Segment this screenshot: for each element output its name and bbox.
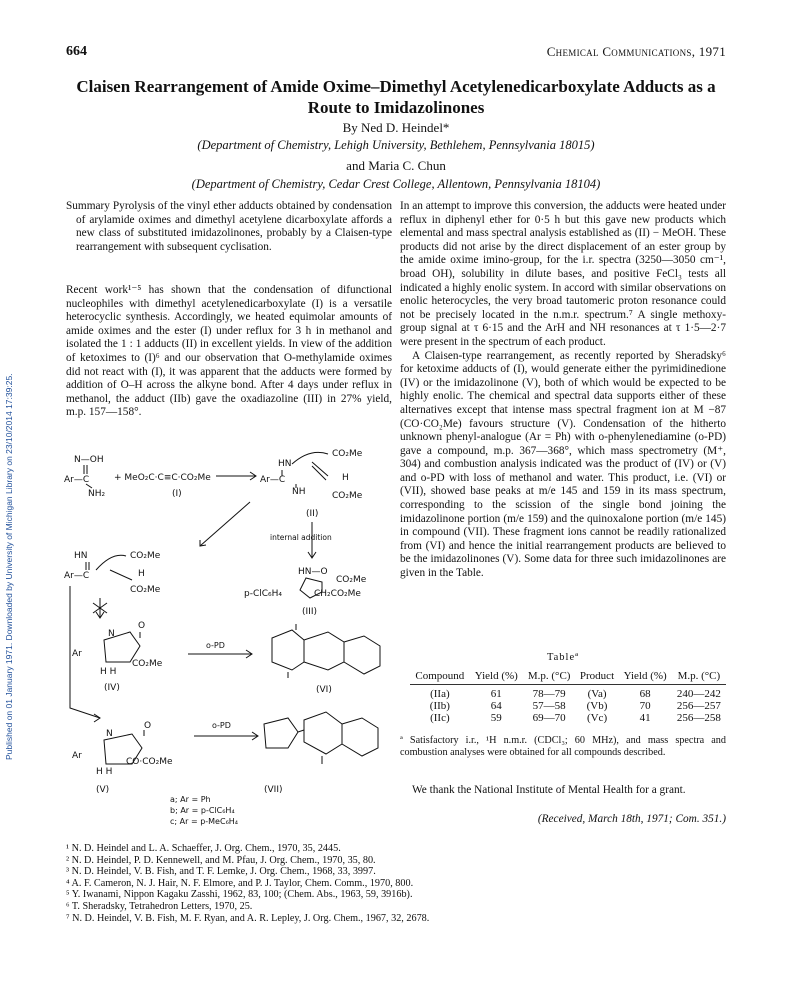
scheme-label: + MeO₂C·C≡C·CO₂Me <box>114 473 211 483</box>
right-column-body <box>400 200 726 581</box>
received-date: (Received, March 18th, 1971; Com. 351.) <box>537 813 726 825</box>
table-cell: (Va) <box>587 688 607 700</box>
article-title: Claisen Rearrangement of Amide Oxime–Dimethyl Acetylenedicarboxylate Adducts as a Route to Imidazolinones <box>76 77 716 117</box>
table-header-cell: Compound <box>410 670 470 685</box>
acknowledgement: We thank the National Institute of Mental Health for a grant. <box>412 784 686 796</box>
table-row <box>410 700 726 712</box>
table-header-cell: Product <box>575 670 618 685</box>
table-cell: 61 <box>490 688 502 700</box>
intro-paragraph: Recent work¹⁻⁵ has shown that the condensation of difunctional nucleophiles with dimethyl acetylenedicarboxylate (I) is a versatile heterocyclic synthesis. Accordingly, we heated equimolar amounts of amide oximes and the ester (I) under reflux for 3 h in methanol and isolated the 1 : 1 adducts (II) in excellent yields. In view of the addition of ketoximes to (I)⁶ and our observation that O-methylamide oximes did not react with (I), it was apparent that the adducts were formed by addition of O–H across the alkyne bond. After 4 days under reflux in methanol, the adduct (IIb) gave the oxadiazoline (III) in 27% yield, m.p. 157—158°. <box>66 284 392 419</box>
scheme-key: b; Ar = p-ClC₆H₄ <box>170 806 235 815</box>
scheme-label: CO·CO₂Me <box>126 757 173 767</box>
compound-label: (III) <box>302 607 317 617</box>
table-cell: 256—257 <box>676 700 721 712</box>
scheme-label: HN—O <box>298 567 328 577</box>
scheme-label: CO₂Me <box>130 551 161 561</box>
table-cell: 240—242 <box>676 688 721 700</box>
scheme-label: internal addition <box>270 533 332 542</box>
scheme-label: Ar—C <box>260 475 286 485</box>
table-cell: 78—79 <box>532 688 566 700</box>
scheme-label: CO₂Me <box>332 449 363 459</box>
table-cell: 41 <box>639 712 651 724</box>
publication-stamp-text: Published on 01 January 1971. Downloaded by University of Michigan Library on 23/10/2014 17:39:25. <box>4 373 14 760</box>
author-byline-1: By Ned D. Heindel* <box>342 120 450 135</box>
reference-item: ⁷ N. D. Heindel, V. B. Fish, M. F. Ryan, and A. R. Lepley, J. Org. Chem., 1967, 32, 2678. <box>66 912 430 924</box>
table-cell: (IIa) <box>430 688 450 700</box>
table-header-cell: M.p. (°C) <box>523 670 576 685</box>
scheme-label: p-ClC₆H₄ <box>244 589 283 599</box>
reference-item: ² N. D. Heindel, P. D. Kennewell, and M. Pfau, J. Org. Chem., 1970, 35, 80. <box>66 854 376 866</box>
reference-item: ¹ N. D. Heindel and L. A. Schaeffer, J. Org. Chem., 1970, 35, 2445. <box>66 843 341 854</box>
table-cell: 57—58 <box>532 700 566 712</box>
author-byline-2: and Maria C. Chun <box>346 158 446 173</box>
table-header-row <box>410 670 726 685</box>
left-column-body <box>66 284 392 420</box>
scheme-label: CO₂Me <box>132 659 163 669</box>
scheme-label: Ar <box>72 751 82 761</box>
scheme-label: CH₂CO₂Me <box>314 589 361 599</box>
journal-name: Chemical Communications, 1971 <box>546 44 726 59</box>
body-paragraph-1: In an attempt to improve this conversion, the adducts were heated under reflux in diphenyl ether for 0·5 h but this gave new products which elemental and mass spectral analysis established as (II) − MeOH. These products did not arise by the direct displacement of an ester group by the amide oxime imino-group, for the i.r. spectra (3250—3050 cm⁻¹, broad OH), solubility in dilute bases, and positive FeCl₃ tests all indicated a highly enolic system. In accord with similar observations on enolic heterocycles, the very broad tautomeric proton resonance could not be precisely located in the n.m.r. spectrum.⁷ A single methoxy-group signal at τ 6·15 and the ArH and NH resonances at τ 1·5—2·7 were present in the spectrum of each product. <box>400 200 726 348</box>
references <box>66 843 726 924</box>
scheme-label: Ar <box>72 649 82 659</box>
body-paragraph-2: A Claisen-type rearrangement, as recently reported by Sheradsky⁶ for ketoxime adducts of (I), would generate either the pyrimidinedione (IV) or the imidazolinone (V), both of which would be expected to be highly enolic. The chemical and spectral data supports either of these alternatives except that intense mass spectral fragment ion at M −87 (CO·CO₂Me) favours structure (V). Condensation of the hitherto unknown phenyl-analogue (Ar = Ph) with o-phenylenediamine (o-PD) gave a compound, m.p. 367—368°, which mass spectrometry (M⁺, 304) and combustion analysis indicated was the product of (IV) or (V) and o-PD with loss of methanol and water. This product, i.e. (VI) or (VII), showed base peaks at m/e 145 and 159 in its mass spectrum, corresponding to the scission of the single bond joining the imidazolinone portion (m/e 159) and the quinoxalone portion (m/e 145) in compound (VII). These fragment ions cannot be readily rationalized from (VI) and hence the initial rearrangement products are believed to be the imidazolinones (V). Some data for three such imidazolinones are given in the Table. <box>400 349 726 580</box>
table-cell: 70 <box>639 700 651 712</box>
table-cell: 64 <box>490 700 502 712</box>
scheme-label: Ar—C <box>64 571 90 581</box>
table-footnote: ª Satisfactory i.r., ¹H n.m.r. (CDCl₃; 60 MHz), and mass spectra and combustion analyses were obtained for all compounds described. <box>400 735 726 758</box>
table-cell: (Vb) <box>586 700 608 712</box>
scheme-label: H <box>342 473 349 483</box>
table-header-cell: M.p. (°C) <box>672 670 726 685</box>
compound-label: (I) <box>172 489 182 499</box>
reference-item: ³ N. D. Heindel, V. B. Fish, and T. F. Lemke, J. Org. Chem., 1968, 33, 3997. <box>66 866 376 878</box>
scheme-key: a; Ar = Ph <box>170 795 211 804</box>
reference-item: ⁴ A. F. Cameron, N. J. Hair, N. F. Elmore, and P. J. Taylor, Chem. Comm., 1970, 800. <box>66 877 414 889</box>
scheme-label: CO₂Me <box>332 491 363 501</box>
scheme-label: N <box>106 729 113 739</box>
scheme-label: N <box>108 629 115 639</box>
compound-label: (VI) <box>316 685 332 695</box>
compound-label: (V) <box>96 785 110 795</box>
table-cell: 59 <box>490 712 502 724</box>
page-number: 664 <box>66 44 87 59</box>
table-row <box>410 685 726 701</box>
table-row <box>410 712 726 724</box>
compound-label: (VII) <box>264 785 283 795</box>
table-cell: (IIc) <box>430 712 450 724</box>
compound-label: (II) <box>306 509 319 519</box>
scheme-label: HN <box>74 551 88 561</box>
reference-item: ⁵ Y. Iwanami, Nippon Kagaku Zasshi, 1962, 83, 100; (Chem. Abs., 1963, 59, 3916b). <box>66 889 413 901</box>
scheme-label: O <box>144 721 152 731</box>
scheme-label: N—OH <box>74 455 104 465</box>
scheme-label: O <box>138 621 146 631</box>
reaction-scheme-drawing <box>60 418 400 828</box>
table-header-cell: Yield (%) <box>470 670 523 685</box>
scheme-label: HN <box>278 459 292 469</box>
table-cell: (Vc) <box>586 712 608 724</box>
author-affiliation-1: (Department of Chemistry, Lehigh University, Bethlehem, Pennsylvania 18015) <box>197 138 595 152</box>
scheme-label: o-PD <box>206 641 225 650</box>
table-cell: (IIb) <box>429 700 450 712</box>
scheme-label: H <box>138 569 145 579</box>
data-table <box>410 670 726 724</box>
author-affiliation-2: (Department of Chemistry, Cedar Crest College, Allentown, Pennsylvania 18104) <box>191 177 601 191</box>
scheme-label: NH <box>292 487 306 497</box>
scheme-label: NH₂ <box>88 489 106 499</box>
compound-label: (IV) <box>104 683 120 693</box>
scheme-label: Ar—C <box>64 475 90 485</box>
table-header-cell: Yield (%) <box>619 670 672 685</box>
summary-text: Summary Pyrolysis of the vinyl ether adducts obtained by condensation of arylamide oximes and dimethyl acetylene dicarboxylate affords a new class of substituted imidazolinones, probably by a Claisen-type rearrangement with subsequent cyclisation. <box>66 200 392 253</box>
table-cell: 68 <box>639 688 651 700</box>
scheme-key: c; Ar = p-MeC₆H₄ <box>170 817 238 826</box>
scheme-label: CO₂Me <box>336 575 367 585</box>
table-caption: Tableª <box>546 652 580 663</box>
reference-item: ⁶ T. Sheradsky, Tetrahedron Letters, 1970, 25. <box>66 900 253 912</box>
scheme-label: CO₂Me <box>130 585 161 595</box>
table-cell: 69—70 <box>532 712 566 724</box>
summary <box>66 200 392 254</box>
scheme-label: H H <box>100 667 117 677</box>
scheme-label: H H <box>96 767 113 777</box>
scheme-label: o-PD <box>212 721 231 730</box>
reaction-scheme <box>60 418 400 828</box>
publication-stamp <box>4 120 18 760</box>
table-cell: 256—258 <box>676 712 721 724</box>
